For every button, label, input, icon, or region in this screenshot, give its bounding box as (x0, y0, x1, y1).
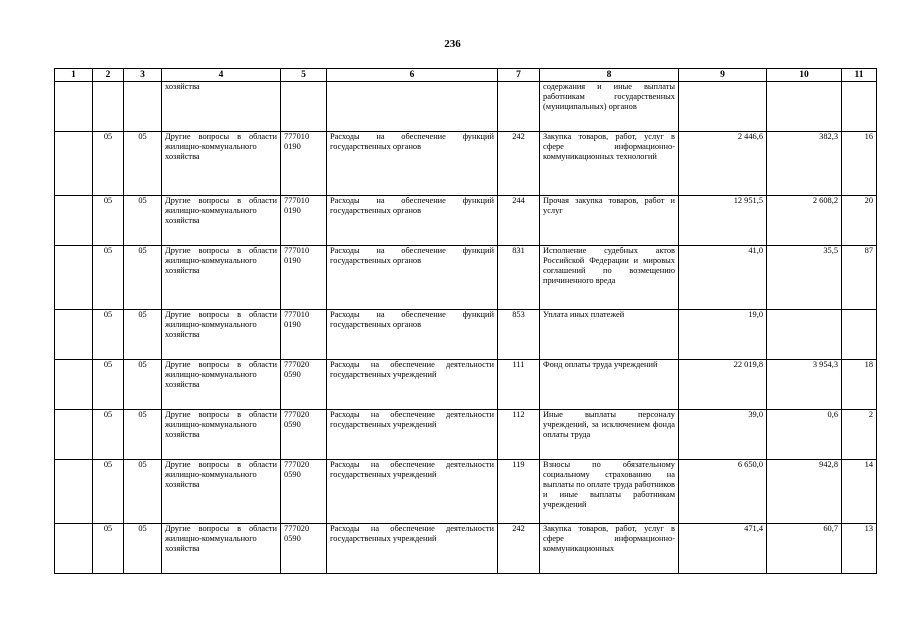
cell-expense-type-name: Взносы по обязательному социальному страхованию на выплаты по оплате труда работников и иные выплаты работникам учреждений (540, 460, 679, 524)
column-header-5: 5 (281, 69, 327, 82)
cell-target-article-name: Расходы на обеспечение функций государственных органов (327, 246, 498, 310)
cell-expense-type-name: Исполнение судебных актов Российской Федерации и мировых соглашений по возмещению причиненного вреда (540, 246, 679, 310)
column-header-9: 9 (679, 69, 767, 82)
cell-plan-amount: 6 650,0 (679, 460, 767, 524)
cell-plan-amount: 22 019,8 (679, 360, 767, 410)
table-body (55, 82, 877, 574)
column-header-8: 8 (540, 69, 679, 82)
table-row (55, 410, 877, 460)
cell-plan-amount: 12 951,5 (679, 196, 767, 246)
table-row (55, 196, 877, 246)
cell-subsection: 05 (124, 246, 162, 310)
cell-target-article-name: Расходы на обеспечение функций государственных органов (327, 132, 498, 196)
cell-section: 05 (93, 410, 124, 460)
cell-section-name: Другие вопросы в области жилищно-коммунального хозяйства (162, 246, 281, 310)
cell-col-1 (55, 360, 93, 410)
cell-section-name: Другие вопросы в области жилищно-коммунального хозяйства (162, 310, 281, 360)
cell-expense-type-name: Прочая закупка товаров, работ и услуг (540, 196, 679, 246)
cell-percent: 14 (842, 460, 877, 524)
cell-section-name: Другие вопросы в области жилищно-коммунального хозяйства (162, 410, 281, 460)
cell-subsection: 05 (124, 132, 162, 196)
cell-expense-type-name: Закупка товаров, работ, услуг в сфере информационно-коммуникационных технологий (540, 132, 679, 196)
cell-subsection: 05 (124, 460, 162, 524)
table-row (55, 360, 877, 410)
cell-target-article-name: Расходы на обеспечение деятельности государственных учреждений (327, 360, 498, 410)
cell-expense-type: 242 (498, 524, 540, 574)
cell-subsection: 05 (124, 196, 162, 246)
table-row (55, 460, 877, 524)
cell-expense-type: 111 (498, 360, 540, 410)
column-header-7: 7 (498, 69, 540, 82)
cell-actual-amount: 0,6 (767, 410, 842, 460)
cell-target-article: 777020 0590 (281, 410, 327, 460)
cell-percent: 2 (842, 410, 877, 460)
column-header-3: 3 (124, 69, 162, 82)
cell-expense-type: 119 (498, 460, 540, 524)
cell-target-article: 777020 0590 (281, 460, 327, 524)
cell-expense-type-name: Фонд оплаты труда учреждений (540, 360, 679, 410)
table-row (55, 82, 877, 132)
cell-percent: 20 (842, 196, 877, 246)
cell-plan-amount (679, 82, 767, 132)
cell-expense-type-name: Иные выплаты персоналу учреждений, за исключением фонда оплаты труда (540, 410, 679, 460)
cell-target-article-name: Расходы на обеспечение функций государственных органов (327, 310, 498, 360)
cell-subsection: 05 (124, 310, 162, 360)
cell-section-name: Другие вопросы в области жилищно-коммунального хозяйства (162, 524, 281, 574)
cell-section-name: Другие вопросы в области жилищно-коммунального хозяйства (162, 360, 281, 410)
cell-expense-type-name: Уплата иных платежей (540, 310, 679, 360)
cell-plan-amount: 39,0 (679, 410, 767, 460)
cell-subsection: 05 (124, 524, 162, 574)
cell-percent: 18 (842, 360, 877, 410)
cell-col-1 (55, 410, 93, 460)
cell-target-article-name: Расходы на обеспечение функций государственных органов (327, 196, 498, 246)
cell-section: 05 (93, 132, 124, 196)
cell-target-article: 777010 0190 (281, 196, 327, 246)
cell-col-1 (55, 524, 93, 574)
cell-section-name: Другие вопросы в области жилищно-коммунального хозяйства (162, 196, 281, 246)
cell-target-article: 777010 0190 (281, 246, 327, 310)
cell-expense-type: 853 (498, 310, 540, 360)
cell-subsection: 05 (124, 410, 162, 460)
cell-col-1 (55, 310, 93, 360)
table-row (55, 246, 877, 310)
cell-section-name: хозяйства (162, 82, 281, 132)
cell-plan-amount: 2 446,6 (679, 132, 767, 196)
cell-percent: 13 (842, 524, 877, 574)
cell-target-article: 777020 0590 (281, 524, 327, 574)
cell-section: 05 (93, 246, 124, 310)
cell-target-article-name (327, 82, 498, 132)
cell-target-article: 777020 0590 (281, 360, 327, 410)
column-header-1: 1 (55, 69, 93, 82)
cell-percent (842, 82, 877, 132)
cell-expense-type-name: содержания и иные выплаты работникам государственных (муниципальных) органов (540, 82, 679, 132)
cell-actual-amount: 35,5 (767, 246, 842, 310)
cell-target-article: 777010 0190 (281, 310, 327, 360)
cell-subsection (124, 82, 162, 132)
cell-section (93, 82, 124, 132)
cell-col-1 (55, 82, 93, 132)
column-header-6: 6 (327, 69, 498, 82)
table-row (55, 310, 877, 360)
cell-expense-type-name: Закупка товаров, работ, услуг в сфере информационно-коммуникационных (540, 524, 679, 574)
cell-target-article-name: Расходы на обеспечение деятельности государственных учреждений (327, 524, 498, 574)
cell-actual-amount: 3 954,3 (767, 360, 842, 410)
cell-actual-amount: 2 608,2 (767, 196, 842, 246)
cell-percent: 87 (842, 246, 877, 310)
cell-expense-type: 242 (498, 132, 540, 196)
cell-col-1 (55, 460, 93, 524)
cell-percent (842, 310, 877, 360)
budget-table (54, 68, 877, 574)
cell-section: 05 (93, 196, 124, 246)
cell-actual-amount: 942,8 (767, 460, 842, 524)
column-header-4: 4 (162, 69, 281, 82)
cell-subsection: 05 (124, 360, 162, 410)
cell-section: 05 (93, 524, 124, 574)
cell-actual-amount: 60,7 (767, 524, 842, 574)
table-header-row (55, 69, 877, 82)
cell-expense-type (498, 82, 540, 132)
page-number: 236 (444, 38, 461, 50)
cell-plan-amount: 41,0 (679, 246, 767, 310)
cell-section: 05 (93, 310, 124, 360)
cell-actual-amount (767, 82, 842, 132)
cell-expense-type: 112 (498, 410, 540, 460)
cell-section: 05 (93, 360, 124, 410)
cell-col-1 (55, 246, 93, 310)
cell-percent: 16 (842, 132, 877, 196)
column-header-10: 10 (767, 69, 842, 82)
cell-target-article-name: Расходы на обеспечение деятельности государственных учреждений (327, 410, 498, 460)
cell-target-article (281, 82, 327, 132)
column-header-2: 2 (93, 69, 124, 82)
cell-section-name: Другие вопросы в области жилищно-коммунального хозяйства (162, 132, 281, 196)
column-header-11: 11 (842, 69, 877, 82)
cell-col-1 (55, 196, 93, 246)
table-row (55, 524, 877, 574)
cell-actual-amount: 382,3 (767, 132, 842, 196)
cell-target-article: 777010 0190 (281, 132, 327, 196)
cell-plan-amount: 19,0 (679, 310, 767, 360)
cell-target-article-name: Расходы на обеспечение деятельности государственных учреждений (327, 460, 498, 524)
cell-expense-type: 244 (498, 196, 540, 246)
cell-plan-amount: 471,4 (679, 524, 767, 574)
cell-section-name: Другие вопросы в области жилищно-коммунального хозяйства (162, 460, 281, 524)
cell-actual-amount (767, 310, 842, 360)
table-row (55, 132, 877, 196)
cell-col-1 (55, 132, 93, 196)
cell-expense-type: 831 (498, 246, 540, 310)
cell-section: 05 (93, 460, 124, 524)
